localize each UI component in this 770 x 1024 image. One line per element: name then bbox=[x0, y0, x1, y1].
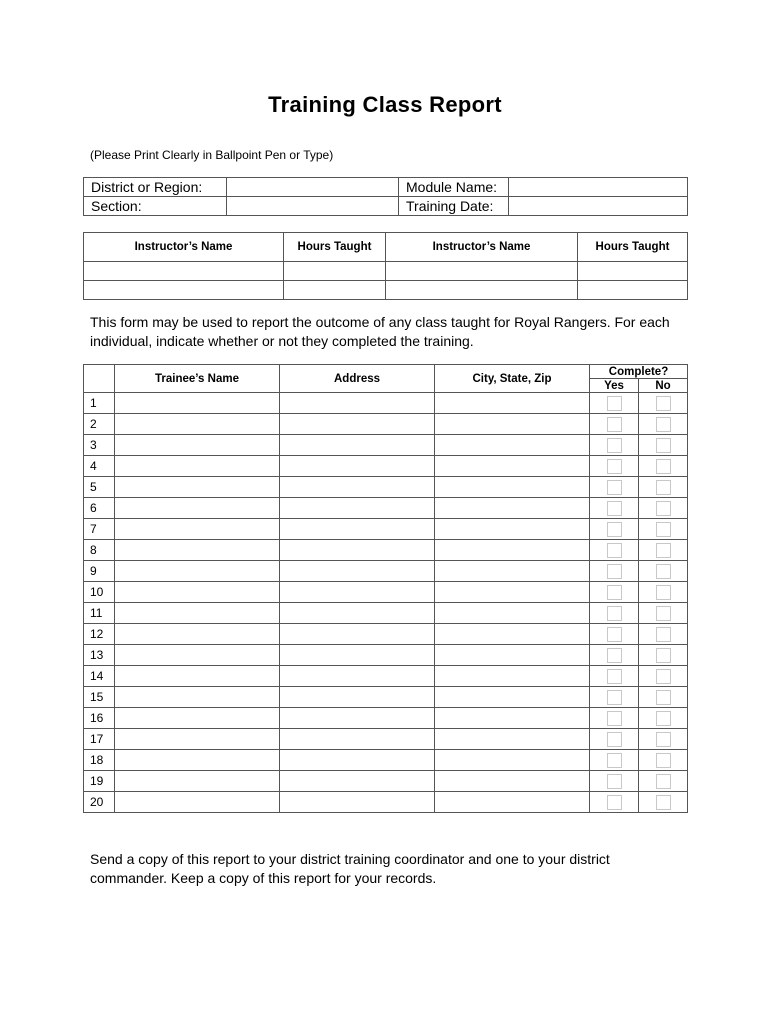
yes-checkbox[interactable] bbox=[607, 459, 622, 474]
trainee-name-field[interactable] bbox=[115, 519, 280, 540]
yes-cell bbox=[590, 687, 639, 708]
yes-checkbox[interactable] bbox=[607, 795, 622, 810]
hours-taught-field[interactable] bbox=[578, 281, 688, 300]
no-checkbox[interactable] bbox=[656, 690, 671, 705]
no-cell bbox=[639, 519, 688, 540]
no-checkbox[interactable] bbox=[656, 606, 671, 621]
address-field[interactable] bbox=[280, 540, 435, 561]
row-number: 18 bbox=[84, 750, 115, 771]
yes-checkbox[interactable] bbox=[607, 669, 622, 684]
row-number: 13 bbox=[84, 645, 115, 666]
yes-checkbox[interactable] bbox=[607, 564, 622, 579]
section-field[interactable] bbox=[227, 197, 399, 216]
city-state-zip-field[interactable] bbox=[435, 561, 590, 582]
trainee-name-field[interactable] bbox=[115, 708, 280, 729]
address-header: Address bbox=[280, 365, 435, 393]
city-state-zip-header: City, State, Zip bbox=[435, 365, 590, 393]
date-label: Training Date: bbox=[399, 197, 509, 216]
instructor-name-header: Instructor’s Name bbox=[386, 233, 578, 262]
no-cell bbox=[639, 645, 688, 666]
trainee-row bbox=[84, 708, 688, 729]
page-title: Training Class Report bbox=[268, 92, 502, 117]
no-cell bbox=[639, 750, 688, 771]
address-field[interactable] bbox=[280, 729, 435, 750]
row-number: 9 bbox=[84, 561, 115, 582]
no-cell bbox=[639, 792, 688, 813]
no-checkbox[interactable] bbox=[656, 501, 671, 516]
intro-paragraph: This form may be used to report the outcome of any class taught for Royal Rangers. For each individual, indicate whether or not they completed the training. bbox=[90, 314, 670, 349]
address-field[interactable] bbox=[280, 456, 435, 477]
hours-taught-field[interactable] bbox=[284, 281, 386, 300]
trainee-row bbox=[84, 414, 688, 435]
row-number: 15 bbox=[84, 687, 115, 708]
address-field[interactable] bbox=[280, 498, 435, 519]
city-state-zip-field[interactable] bbox=[435, 540, 590, 561]
yes-cell bbox=[590, 540, 639, 561]
trainee-row bbox=[84, 666, 688, 687]
city-state-zip-field[interactable] bbox=[435, 750, 590, 771]
yes-cell bbox=[590, 414, 639, 435]
district-label: District or Region: bbox=[84, 178, 227, 197]
no-checkbox[interactable] bbox=[656, 438, 671, 453]
instructor-name-field[interactable] bbox=[84, 281, 284, 300]
trainee-row bbox=[84, 645, 688, 666]
no-cell bbox=[639, 729, 688, 750]
trainee-row bbox=[84, 624, 688, 645]
row-number: 7 bbox=[84, 519, 115, 540]
no-checkbox[interactable] bbox=[656, 711, 671, 726]
address-field[interactable] bbox=[280, 771, 435, 792]
footer-paragraph: Send a copy of this report to your district training coordinator and one to your district commander. Keep a copy of this report for your records. bbox=[90, 851, 610, 886]
no-cell bbox=[639, 414, 688, 435]
yes-cell bbox=[590, 519, 639, 540]
address-field[interactable] bbox=[280, 414, 435, 435]
no-cell bbox=[639, 456, 688, 477]
trainee-row bbox=[84, 477, 688, 498]
no-cell bbox=[639, 540, 688, 561]
no-checkbox[interactable] bbox=[656, 396, 671, 411]
trainee-name-field[interactable] bbox=[115, 624, 280, 645]
instructor-table bbox=[83, 232, 688, 300]
no-cell bbox=[639, 561, 688, 582]
city-state-zip-field[interactable] bbox=[435, 414, 590, 435]
yes-checkbox[interactable] bbox=[607, 711, 622, 726]
address-field[interactable] bbox=[280, 582, 435, 603]
trainee-name-field[interactable] bbox=[115, 792, 280, 813]
yes-cell bbox=[590, 456, 639, 477]
no-checkbox[interactable] bbox=[656, 522, 671, 537]
yes-checkbox[interactable] bbox=[607, 690, 622, 705]
address-field[interactable] bbox=[280, 687, 435, 708]
trainee-name-field[interactable] bbox=[115, 750, 280, 771]
yes-cell bbox=[590, 708, 639, 729]
trainee-row bbox=[84, 603, 688, 624]
no-checkbox[interactable] bbox=[656, 669, 671, 684]
yes-checkbox[interactable] bbox=[607, 732, 622, 747]
yes-cell bbox=[590, 498, 639, 519]
city-state-zip-field[interactable] bbox=[435, 477, 590, 498]
yes-cell bbox=[590, 561, 639, 582]
yes-cell bbox=[590, 582, 639, 603]
row-number: 20 bbox=[84, 792, 115, 813]
row-number-header bbox=[84, 365, 115, 393]
row-number: 8 bbox=[84, 540, 115, 561]
no-checkbox[interactable] bbox=[656, 627, 671, 642]
yes-cell bbox=[590, 435, 639, 456]
row-number: 12 bbox=[84, 624, 115, 645]
city-state-zip-field[interactable] bbox=[435, 603, 590, 624]
trainee-row bbox=[84, 561, 688, 582]
trainee-name-field[interactable] bbox=[115, 561, 280, 582]
address-field[interactable] bbox=[280, 750, 435, 771]
trainee-row bbox=[84, 456, 688, 477]
yes-cell bbox=[590, 750, 639, 771]
address-field[interactable] bbox=[280, 561, 435, 582]
city-state-zip-field[interactable] bbox=[435, 456, 590, 477]
no-cell bbox=[639, 435, 688, 456]
trainee-row bbox=[84, 771, 688, 792]
trainee-row bbox=[84, 729, 688, 750]
row-number: 10 bbox=[84, 582, 115, 603]
trainee-name-field[interactable] bbox=[115, 414, 280, 435]
trainee-name-field[interactable] bbox=[115, 477, 280, 498]
yes-cell bbox=[590, 666, 639, 687]
yes-cell bbox=[590, 393, 639, 414]
yes-checkbox[interactable] bbox=[607, 774, 622, 789]
trainee-name-field[interactable] bbox=[115, 666, 280, 687]
yes-checkbox[interactable] bbox=[607, 648, 622, 663]
no-cell bbox=[639, 498, 688, 519]
no-cell bbox=[639, 582, 688, 603]
hours-taught-field[interactable] bbox=[578, 262, 688, 281]
trainee-name-field[interactable] bbox=[115, 498, 280, 519]
yes-cell bbox=[590, 624, 639, 645]
row-number: 5 bbox=[84, 477, 115, 498]
yes-cell bbox=[590, 792, 639, 813]
no-cell bbox=[639, 624, 688, 645]
module-field[interactable] bbox=[509, 178, 688, 197]
hours-taught-field[interactable] bbox=[284, 262, 386, 281]
no-checkbox[interactable] bbox=[656, 585, 671, 600]
trainee-name-field[interactable] bbox=[115, 393, 280, 414]
address-field[interactable] bbox=[280, 393, 435, 414]
address-field[interactable] bbox=[280, 519, 435, 540]
hours-taught-header: Hours Taught bbox=[578, 233, 688, 262]
no-checkbox[interactable] bbox=[656, 480, 671, 495]
row-number: 6 bbox=[84, 498, 115, 519]
no-checkbox[interactable] bbox=[656, 795, 671, 810]
trainee-row bbox=[84, 519, 688, 540]
yes-checkbox[interactable] bbox=[607, 522, 622, 537]
trainee-name-field[interactable] bbox=[115, 771, 280, 792]
no-checkbox[interactable] bbox=[656, 774, 671, 789]
row-number: 4 bbox=[84, 456, 115, 477]
row-number: 19 bbox=[84, 771, 115, 792]
yes-checkbox[interactable] bbox=[607, 753, 622, 768]
yes-checkbox[interactable] bbox=[607, 438, 622, 453]
trainee-name-field[interactable] bbox=[115, 435, 280, 456]
no-checkbox[interactable] bbox=[656, 543, 671, 558]
hours-taught-header: Hours Taught bbox=[284, 233, 386, 262]
no-cell bbox=[639, 771, 688, 792]
address-field[interactable] bbox=[280, 645, 435, 666]
yes-checkbox[interactable] bbox=[607, 627, 622, 642]
yes-cell bbox=[590, 645, 639, 666]
yes-cell bbox=[590, 477, 639, 498]
row-number: 17 bbox=[84, 729, 115, 750]
yes-checkbox[interactable] bbox=[607, 585, 622, 600]
city-state-zip-field[interactable] bbox=[435, 645, 590, 666]
address-field[interactable] bbox=[280, 666, 435, 687]
no-cell bbox=[639, 708, 688, 729]
yes-checkbox[interactable] bbox=[607, 480, 622, 495]
no-cell bbox=[639, 603, 688, 624]
yes-checkbox[interactable] bbox=[607, 501, 622, 516]
module-label: Module Name: bbox=[399, 178, 509, 197]
city-state-zip-field[interactable] bbox=[435, 708, 590, 729]
address-field[interactable] bbox=[280, 477, 435, 498]
no-checkbox[interactable] bbox=[656, 459, 671, 474]
yes-header: Yes bbox=[590, 379, 639, 393]
no-cell bbox=[639, 393, 688, 414]
yes-cell bbox=[590, 603, 639, 624]
city-state-zip-field[interactable] bbox=[435, 435, 590, 456]
row-number: 16 bbox=[84, 708, 115, 729]
no-checkbox[interactable] bbox=[656, 417, 671, 432]
row-number: 14 bbox=[84, 666, 115, 687]
instructions-text: (Please Print Clearly in Ballpoint Pen or Type) bbox=[90, 148, 334, 162]
instructor-name-field[interactable] bbox=[386, 281, 578, 300]
trainee-row bbox=[84, 582, 688, 603]
section-label: Section: bbox=[84, 197, 227, 216]
yes-checkbox[interactable] bbox=[607, 606, 622, 621]
city-state-zip-field[interactable] bbox=[435, 687, 590, 708]
yes-cell bbox=[590, 729, 639, 750]
no-cell bbox=[639, 687, 688, 708]
trainee-row bbox=[84, 393, 688, 414]
no-header: No bbox=[639, 379, 688, 393]
trainee-row bbox=[84, 750, 688, 771]
address-field[interactable] bbox=[280, 708, 435, 729]
trainee-row bbox=[84, 792, 688, 813]
yes-checkbox[interactable] bbox=[607, 417, 622, 432]
complete-header: Complete? bbox=[590, 365, 688, 379]
no-cell bbox=[639, 666, 688, 687]
date-field[interactable] bbox=[509, 197, 688, 216]
city-state-zip-field[interactable] bbox=[435, 519, 590, 540]
trainee-row bbox=[84, 687, 688, 708]
district-field[interactable] bbox=[227, 178, 399, 197]
row-number: 1 bbox=[84, 393, 115, 414]
row-number: 11 bbox=[84, 603, 115, 624]
no-cell bbox=[639, 477, 688, 498]
trainee-name-header: Trainee’s Name bbox=[115, 365, 280, 393]
trainee-rows bbox=[84, 393, 688, 813]
yes-checkbox[interactable] bbox=[607, 396, 622, 411]
trainee-row bbox=[84, 540, 688, 561]
city-state-zip-field[interactable] bbox=[435, 582, 590, 603]
instructor-name-field[interactable] bbox=[386, 262, 578, 281]
instructor-name-header: Instructor’s Name bbox=[84, 233, 284, 262]
city-state-zip-field[interactable] bbox=[435, 729, 590, 750]
trainee-name-field[interactable] bbox=[115, 603, 280, 624]
address-field[interactable] bbox=[280, 603, 435, 624]
city-state-zip-field[interactable] bbox=[435, 771, 590, 792]
city-state-zip-field[interactable] bbox=[435, 792, 590, 813]
class-info-table bbox=[83, 177, 688, 216]
trainee-row bbox=[84, 498, 688, 519]
row-number: 2 bbox=[84, 414, 115, 435]
address-field[interactable] bbox=[280, 792, 435, 813]
city-state-zip-field[interactable] bbox=[435, 393, 590, 414]
yes-cell bbox=[590, 771, 639, 792]
no-checkbox[interactable] bbox=[656, 753, 671, 768]
no-checkbox[interactable] bbox=[656, 648, 671, 663]
trainee-name-field[interactable] bbox=[115, 540, 280, 561]
trainee-name-field[interactable] bbox=[115, 582, 280, 603]
trainee-name-field[interactable] bbox=[115, 687, 280, 708]
yes-checkbox[interactable] bbox=[607, 543, 622, 558]
trainee-name-field[interactable] bbox=[115, 456, 280, 477]
no-checkbox[interactable] bbox=[656, 732, 671, 747]
row-number: 3 bbox=[84, 435, 115, 456]
address-field[interactable] bbox=[280, 435, 435, 456]
address-field[interactable] bbox=[280, 624, 435, 645]
city-state-zip-field[interactable] bbox=[435, 666, 590, 687]
city-state-zip-field[interactable] bbox=[435, 498, 590, 519]
trainee-name-field[interactable] bbox=[115, 645, 280, 666]
no-checkbox[interactable] bbox=[656, 564, 671, 579]
trainee-name-field[interactable] bbox=[115, 729, 280, 750]
city-state-zip-field[interactable] bbox=[435, 624, 590, 645]
trainee-row bbox=[84, 435, 688, 456]
instructor-name-field[interactable] bbox=[84, 262, 284, 281]
trainee-table bbox=[83, 364, 688, 813]
